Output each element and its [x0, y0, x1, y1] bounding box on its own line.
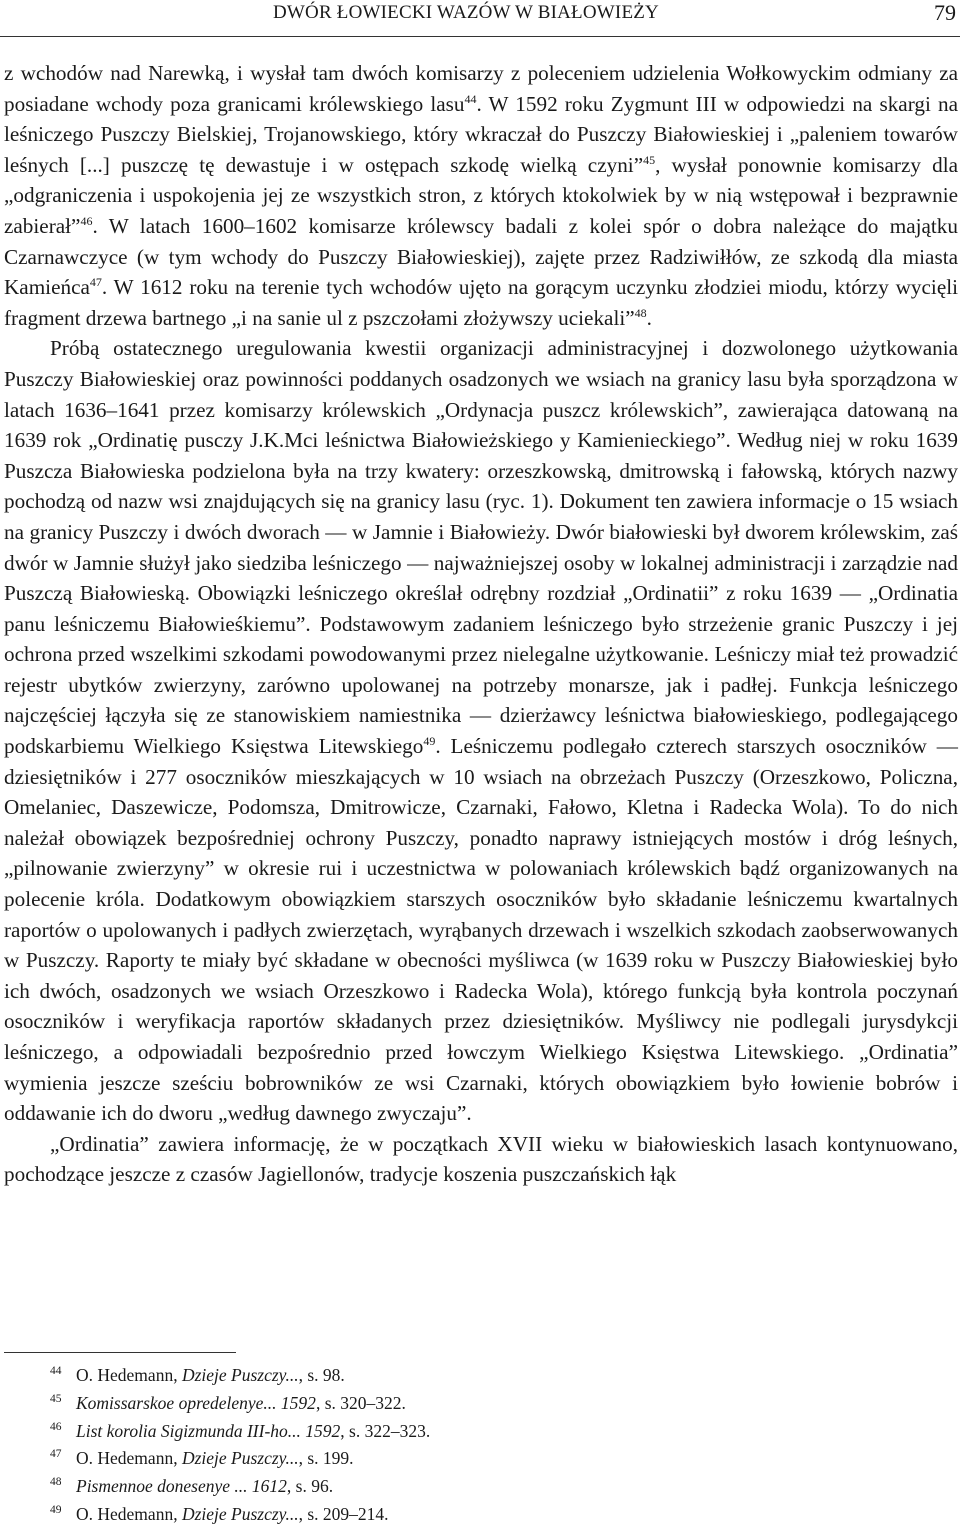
running-header — [0, 0, 960, 37]
footnote-pages: , s. 98. — [298, 1365, 345, 1385]
footnote-ref-49[interactable]: 49 — [423, 734, 436, 749]
paragraph-2 — [4, 333, 958, 1128]
text-run: Próbą ostatecznego uregulowania kwestii organizacji administracyjnej i dozwolonego użytkowania Puszczy Białowieskiej oraz powinności poddanych osadzonych we wsiach na granicy lasu była sporządzona w latach 1636–1641 przez komisarzy królewskich „Ordynacja puszcz królewskich”, zawierająca datowaną na 1639 rok „Ordinatię pusczy J.K.Mci leśnictwa Białowieżskiego y Kamienieckiego”. Według niej w roku 1639 Puszcza Białowieska podzielona była na trzy kwatery: orzeszkowską, dmitrowską i fałowską, których nazwy pochodzą od nazw wsi znajdujących się na granicy lasu (ryc. 1). Dokument ten zawiera informacje o 15 wsiach na granicy Puszczy i dwóch dworach — w Jamnie i Białowieży. Dwór białowieski był dworem królewskim, zaś dwór w Jamnie służył jako siedziba leśniczego — najważniejszej osoby w lokalnej administracji i zarządzie nad Puszczą Białowieską. Obowiązki leśniczego określał odrębny rozdział „Ordinatii” z roku 1639 — „Ordinatia panu leśniczemu Białowieśkiemu”. Podstawowym zadaniem leśniczego było strzeżenie granic Puszczy i jej ochrona przed wszelkimi szkodami powodowanymi przez nielegalne użytkowanie. Leśniczy miał też prowadzić rejestr ubytków zwierzyny, zarówno upolowanej na potrzeby monarsze, jak i padłej. Funkcja leśniczego najczęściej łączyła się ze stanowiskiem namiestnika — dzierżawcy leśnictwa białowieskiego, podlegającego podskarbiemu Wielkiego Księstwa Litewskiego — [4, 336, 958, 759]
footnote-number: 47 — [50, 1448, 62, 1461]
footnote-author: O. Hedemann, — [76, 1365, 182, 1385]
footnote-pages: , s. 320–322. — [315, 1392, 406, 1413]
footnote-title: List korolia Sigizmunda III-ho... 1592 — [76, 1420, 341, 1441]
footnote-ref-47[interactable]: 47 — [89, 275, 102, 290]
paragraph-1 — [4, 58, 958, 333]
footnote-number: 44 — [50, 1365, 62, 1377]
text-run: . Leśniczemu podlegało czterech starszych osoczników — dziesiętników i 277 osoczników mieszkających w 10 wsiach na obrzeżach Puszczy (Orzeszkowo, Policzna, Omelaniec, Daszewicze, Podomsza, Dmitrowicze, Czarnaki, Fałowo, Kletna i Radecka Wola). To do nich należał obowiązek bezpośredniej ochrony Puszczy, ponadto naprawy istniejących mostów i dróg leśnych, „pilnowanie zwierzyny” w okresie rui i uczestnictwa w polowaniach królewskich bądź organizowanych na polecenie króla. Dodatkowym obowiązkiem starszych osoczników było składanie leśniczemu kwartalnych raportów o upolowanych i padłych zwierzętach, wyrąbanych drzewach i wszelkich szkodach zaobserwowanych w Puszczy. Raporty te miały być składane w obecności myśliwca (w 1639 roku w Puszczy Białowieskiej było ich dwóch, osadzonych we wsiach Orzeszkowo i Radecka Wola), którego funkcją była kontrola poczynań osoczników i weryfikacja raportów składanych przez dziesiętników. Myśliwcy nie podlegali jurysdykcji leśniczego, a odpowiadali bezpośrednio przed łowczym Wielkiego Księstwa Litewskiego. „Ordinatia” wymienia jeszcze sześciu bobrowników ze wsi Czarnaki, których obowiązkiem było łowienie bobrów i oddawanie ich do dworu „według dawnego zwyczaju”. — [4, 734, 958, 1126]
footnote — [50, 1362, 950, 1390]
footnote-number: 48 — [50, 1476, 62, 1489]
footnote — [50, 1445, 950, 1473]
text-run: . W 1592 roku Zygmunt III w odpowiedzi na skargi na leśniczego Puszczy Bielskiej, Trojanowskiego, który wkraczał do Puszczy Białowieskiej i „paleniem towarów leśnych [...] puszczę tę dewastuje i w ostępach szkodę wielką czyni” — [4, 91, 958, 177]
footnote-pages: , s. 209–214. — [298, 1503, 389, 1524]
footnote-title: Dzieje Puszczy... — [181, 1503, 299, 1524]
paragraph-3 — [4, 1129, 958, 1190]
text-run: . — [646, 305, 652, 330]
footnote-pages: , s. 96. — [286, 1476, 334, 1497]
footnote-number: 46 — [50, 1420, 62, 1433]
footnote-ref-46[interactable]: 46 — [80, 213, 93, 228]
running-title: DWÓR ŁOWIECKI WAZÓW W BIAŁOWIEŻY — [273, 2, 659, 23]
footnote-title: Dzieje Puszczy... — [181, 1448, 299, 1469]
body-text — [4, 58, 958, 1190]
footnote-ref-45[interactable]: 45 — [643, 152, 656, 167]
footnote-title: Pismennoe donesenye ... 1612 — [76, 1476, 287, 1497]
footnote-number: 45 — [50, 1392, 62, 1405]
footnotes — [50, 1362, 950, 1529]
footnote-ref-44[interactable]: 44 — [464, 91, 477, 106]
text-run: . W 1612 roku na terenie tych wchodów ujęto na gorącym uczynku złodziei miodu, którzy wycięli fragment drzewa bartnego „i na sanie ul z pszczołami złożywszy uciekali” — [4, 275, 958, 330]
page-number: 79 — [934, 0, 956, 25]
footnote-pages: , s. 199. — [298, 1448, 354, 1469]
text-run: „Ordinatia” zawiera informację, że w początkach XVII wieku w białowieskich lasach kontynuowano, pochodzące jeszcze z czasów Jagiellonów, tradycje koszenia puszczańskich łąk — [4, 1131, 958, 1187]
footnote-separator — [4, 1352, 236, 1353]
text-run: . W latach 1600–1602 komisarze królewscy badali z kolei spór o dobra należące do majątku Czarnawczyce (w tym wchody do Puszczy Białowieskiej), zajęte przez Radziwiłłów, ze szkodą dla miasta Kamieńca — [4, 213, 958, 300]
text-run: , wysłał ponownie komisarzy dla „odgraniczenia i uspokojenia jej ze wszystkich stron, z których ktokolwiek by w nią wstępował i bezprawnie zabierał” — [4, 152, 958, 238]
footnote-pages: , s. 322–323. — [340, 1420, 431, 1441]
footnote-author: O. Hedemann, — [76, 1503, 182, 1524]
text-run: z wchodów nad Narewką, i wysłał tam dwóch komisarzy z poleceniem udzielenia Wołkowyckim odmiany za posiadane wchody poza granicami królewskiego lasu — [4, 61, 958, 116]
footnote-title: Komissarskoe opredelenye... 1592 — [76, 1392, 316, 1413]
footnote — [50, 1390, 950, 1418]
footnote-author: O. Hedemann, — [76, 1448, 182, 1469]
footnote — [50, 1473, 950, 1501]
footnote — [50, 1418, 950, 1446]
footnote-number: 49 — [50, 1503, 62, 1516]
footnote-title: Dzieje Puszczy... — [181, 1365, 299, 1385]
footnote-ref-48[interactable]: 48 — [634, 305, 647, 320]
